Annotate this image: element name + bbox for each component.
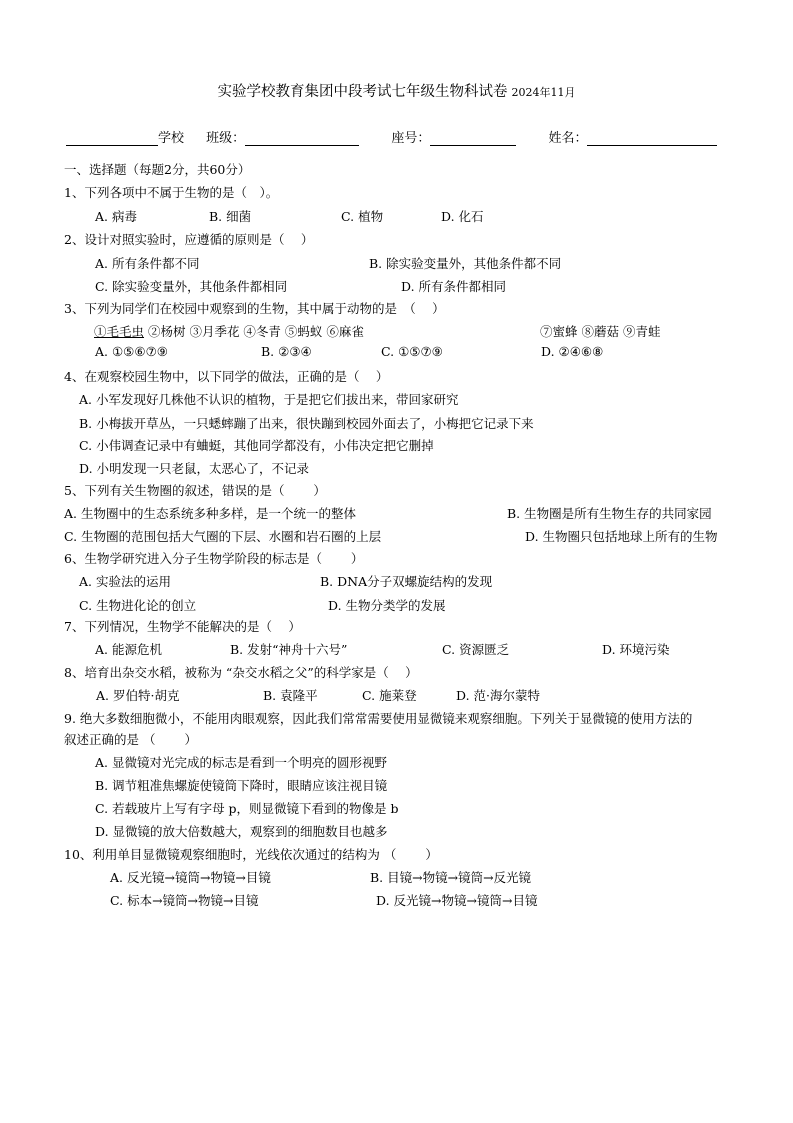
name-blank[interactable]	[587, 131, 717, 146]
q8-option-b: B. 袁隆平	[263, 688, 318, 703]
q5-stem: 5、下列有关生物圈的叙述，错误的是（ ）	[64, 483, 326, 498]
q8-option-c: C. 施莱登	[362, 688, 417, 703]
q1-option-d: D. 化石	[441, 209, 484, 224]
q9-option-b: B. 调节粗准焦螺旋使镜筒下降时，眼睛应该注视目镜	[95, 778, 388, 793]
q1-option-b: B. 细菌	[209, 209, 252, 224]
q6-option-c: C. 生物进化论的创立	[79, 598, 197, 613]
q3-organism-list: ①毛毛虫 ②杨树 ③月季花 ④冬青 ⑤蚂蚁 ⑥麻雀	[94, 324, 364, 339]
q7-option-b: B. 发射“神舟十六号”	[230, 642, 348, 657]
q2-option-c: C. 除实验变量外，其他条件都相同	[95, 279, 288, 294]
name-label: 姓名：	[548, 131, 588, 146]
q6-option-a: A. 实验法的运用	[79, 574, 171, 589]
q8-option-d: D. 范·海尔蒙特	[456, 688, 540, 703]
seat-label: 座号：	[391, 131, 431, 146]
seat-blank[interactable]	[430, 131, 516, 146]
q9-option-d: D. 显微镜的放大倍数越大，观察到的细胞数目也越多	[95, 824, 388, 839]
q3-option-d: D. ②④⑥⑧	[541, 344, 604, 359]
q9-option-a: A. 显微镜对光完成的标志是看到一个明亮的圆形视野	[95, 755, 387, 770]
q6-option-d: D. 生物分类学的发展	[328, 598, 446, 613]
q7-option-d: D. 环境污染	[602, 642, 670, 657]
school-label: 学校	[158, 131, 185, 146]
q2-option-b: B. 除实验变量外，其他条件都不同	[369, 256, 562, 271]
q4-stem: 4、在观察校园生物中，以下同学的做法，正确的是（ ）	[64, 369, 389, 384]
q9-option-c: C. 若载玻片上写有字母 p，则显微镜下看到的物像是 b	[95, 801, 399, 816]
q5-option-a: A. 生物圈中的生态系统多种多样，是一个统一的整体	[64, 506, 356, 521]
q4-option-a: A. 小军发现好几株他不认识的植物，于是把它们拔出来，带回家研究	[79, 392, 459, 407]
q9-stem-line1: 9. 绝大多数细胞微小，不能用肉眼观察，因此我们常常需要使用显微镜来观察细胞。下列关于显微镜的使用方法的	[64, 711, 693, 726]
class-label: 班级：	[206, 131, 246, 146]
q3-option-c: C. ①⑤⑦⑨	[381, 344, 443, 359]
q4-option-b: B. 小梅拔开草丛，一只蟋蟀蹦了出来，很快蹦到校园外面去了，小梅把它记录下来	[79, 416, 534, 431]
q2-option-a: A. 所有条件都不同	[95, 256, 200, 271]
exam-date: 2024年11月	[511, 86, 576, 99]
q5-option-b: B. 生物圈是所有生物生存的共同家园	[507, 506, 712, 521]
q5-option-c: C. 生物圈的范围包括大气圈的下层、水圈和岩石圈的上层	[64, 529, 382, 544]
q10-option-a: A. 反光镜→镜筒→物镜→目镜	[110, 870, 271, 885]
q7-stem: 7、下列情况，生物学不能解决的是（ ）	[64, 619, 301, 634]
section-heading: 一、选择题（每题2分，共60分）	[64, 162, 251, 177]
q3-option-a: A. ①⑤⑥⑦⑨	[95, 344, 169, 359]
q10-option-d: D. 反光镜→物镜→镜筒→目镜	[376, 893, 538, 908]
q2-option-d: D. 所有条件都相同	[401, 279, 507, 294]
q8-option-a: A. 罗伯特·胡克	[96, 688, 180, 703]
q9-stem-line2: 叙述正确的是 （ ）	[64, 732, 197, 747]
q4-option-c: C. 小伟调查记录中有蛐蜓，其他同学都没有，小伟决定把它删掉	[79, 438, 434, 453]
q3-organism-underlined: ①毛毛虫	[94, 324, 145, 339]
q7-option-c: C. 资源匮乏	[442, 642, 510, 657]
q6-option-b: B. DNA分子双螺旋结构的发现	[320, 574, 493, 589]
q3-stem: 3、下列为同学们在校园中观察到的生物，其中属于动物的是 （ ）	[64, 301, 445, 316]
q1-option-a: A. 病毒	[95, 209, 137, 224]
q10-stem: 10、利用单目显微镜观察细胞时，光线依次通过的结构为 （ ）	[64, 847, 438, 862]
q10-option-b: B. 目镜→物镜→镜筒→反光镜	[370, 870, 532, 885]
q6-stem: 6、生物学研究进入分子生物学阶段的标志是（ ）	[64, 551, 364, 566]
q2-stem: 2、设计对照实验时，应遵循的原则是（ ）	[64, 232, 314, 247]
q4-option-d: D. 小明发现一只老鼠，太恶心了，不记录	[79, 461, 310, 476]
q1-option-c: C. 植物	[341, 209, 384, 224]
q3-organism-list-right: ⑦蜜蜂 ⑧蘑菇 ⑨青蛙	[540, 324, 661, 339]
class-blank[interactable]	[245, 131, 359, 146]
school-blank[interactable]	[66, 131, 158, 146]
q7-option-a: A. 能源危机	[95, 642, 162, 657]
q8-stem: 8、培育出杂交水稻，被称为 “杂交水稻之父”的科学家是（ ）	[64, 665, 418, 680]
exam-title: 实验学校教育集团中段考试七年级生物科试卷 2024年11月	[217, 84, 576, 100]
student-info-line	[66, 127, 717, 146]
q1-stem: 1、下列各项中不属于生物的是（ ）。	[64, 185, 279, 200]
q5-option-d: D. 生物圈只包括地球上所有的生物	[525, 529, 718, 544]
q10-option-c: C. 标本→镜筒→物镜→目镜	[110, 893, 259, 908]
q3-option-b: B. ②③④	[261, 344, 312, 359]
